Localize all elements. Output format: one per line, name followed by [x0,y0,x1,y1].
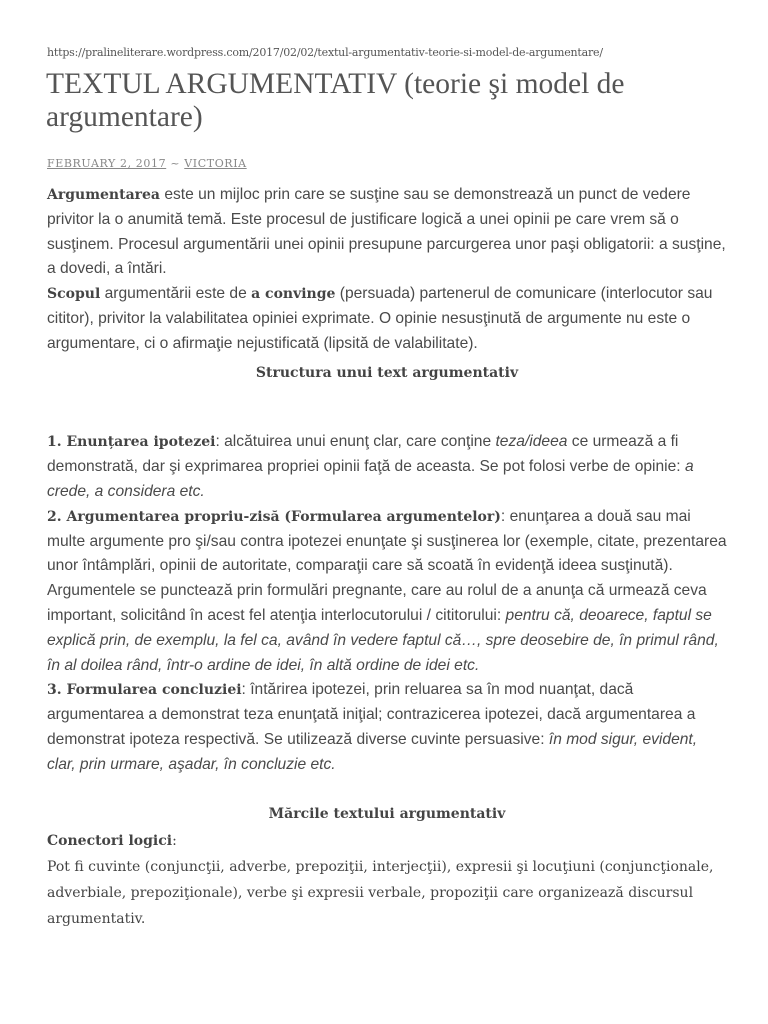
step1-paragraph [47,430,727,504]
step1-italic-b: a crede, a considera etc. [47,458,694,500]
scope-term2: a convinge [251,286,336,303]
scope-text-a: argumentării este de [100,285,252,303]
step1-text-b: ce urmează a fi demonstrată, dar şi exprimarea propriei opinii faţă de aceasta. Se pot folosi verbe de opinie: [47,433,685,476]
author-link[interactable]: VICTORIA [184,157,247,170]
step2-paragraph [47,505,727,579]
marks-heading: Mărcile textului argumentativ [268,805,506,822]
intro-text: este un mijloc prin care se susţine sau se demonstrează un punct de vedere privitor la o anumită temă. Este procesul de justificare logică a unei opinii pe care vrem să o susţinem. Procesul argumentării unei opinii presupune parcurgerea unor paşi obligatorii: a susţine, a dovedi, a întări. [47,186,726,278]
conectori-heading [47,828,727,854]
post-meta [47,157,247,170]
meta-separator: ~ [170,157,181,170]
intro-paragraph [47,183,727,282]
step3-paragraph [47,678,727,777]
step1-italic-a: teza/ideea [495,433,568,451]
source-url: https://pralineliterare.wordpress.com/2017/02/02/textul-argumentativ-teorie-si-model-de-argumentare/ [47,46,603,59]
step3-italic: în mod sigur, evident, clar, prin urmare, aşadar, în concluzie etc. [47,730,698,773]
article-body [47,183,727,932]
scope-term: Scopul [47,286,101,303]
conectori-term: Conectori logici [47,833,173,850]
spacer [47,385,727,430]
step1-text-a: : alcătuirea unui enunţ clar, care conţine [215,433,496,451]
step2-text: : enunţarea a două sau mai multe argumente pro şi/sau contra ipotezei enunţate şi susţinerea lor (exemple, citate, prezentarea unor întâmplări, opinii de autoritate, comparaţii care să scoată în evidenţă ideea susţinută). [47,507,727,575]
page-title: TEXTUL ARGUMENTATIV (teorie şi model de argumentare) [46,68,625,133]
scope-paragraph [47,282,727,356]
conectori-colon: : [172,833,177,850]
conectori-paragraph: Pot fi cuvinte (conjuncţii, adverbe, prepoziţii, interjecţii), expresii şi locuţiuni (conjuncţionale, adverbiale, prepoziţionale), verbe şi expresii verbale, propoziţii care organizează discursul argumentativ. [47,859,714,928]
step3-text: : întărirea ipotezei, prin reluarea sa în mod nuanţat, dacă argumentarea a demonstrat teza enunţată iniţial; contrazicerea ipotezei, dacă argumentarea a demonstrat ipoteza respectivă. Se utilizează diverse cuvinte persuasive: [47,681,696,748]
step2-term: 2. Argumentarea propriu-zisă (Formularea argumentelor) [47,508,501,525]
step1-term: 1. Enunțarea ipotezei [47,434,216,451]
connectors-paragraph [47,579,727,678]
connectors-italic: pentru că, deoarece, faptul se explică prin, de exemplu, la fel ca, având în vedere faptul că…, spre deosebire de, în primul rând, în al doilea rând, într-o ardine de idei, în altă ordine de idei etc. [47,606,719,674]
step3-term: 3. Formularea concluziei [47,682,242,699]
intro-term: Argumentarea [47,187,160,203]
post-date-link[interactable]: FEBRUARY 2, 2017 [47,157,167,170]
structure-heading: Structura unui text argumentativ [255,364,519,381]
scope-text-b: (persuada) partenerul de comunicare (interlocutor sau cititor), privitor la valabilitatea opiniei exprimate. O opinie nesusţinută de argumente nu este o argumentare, ci o afirmaţie nejustificată (lipsită de valabilitate). [47,285,713,352]
connectors-text: Argumentele se punctează prin formulări pregnante, care au rolul de a anunţa că urmează ceva important, solicitând în acest fel atenţia interlocutorului / cititorului: [47,582,707,624]
